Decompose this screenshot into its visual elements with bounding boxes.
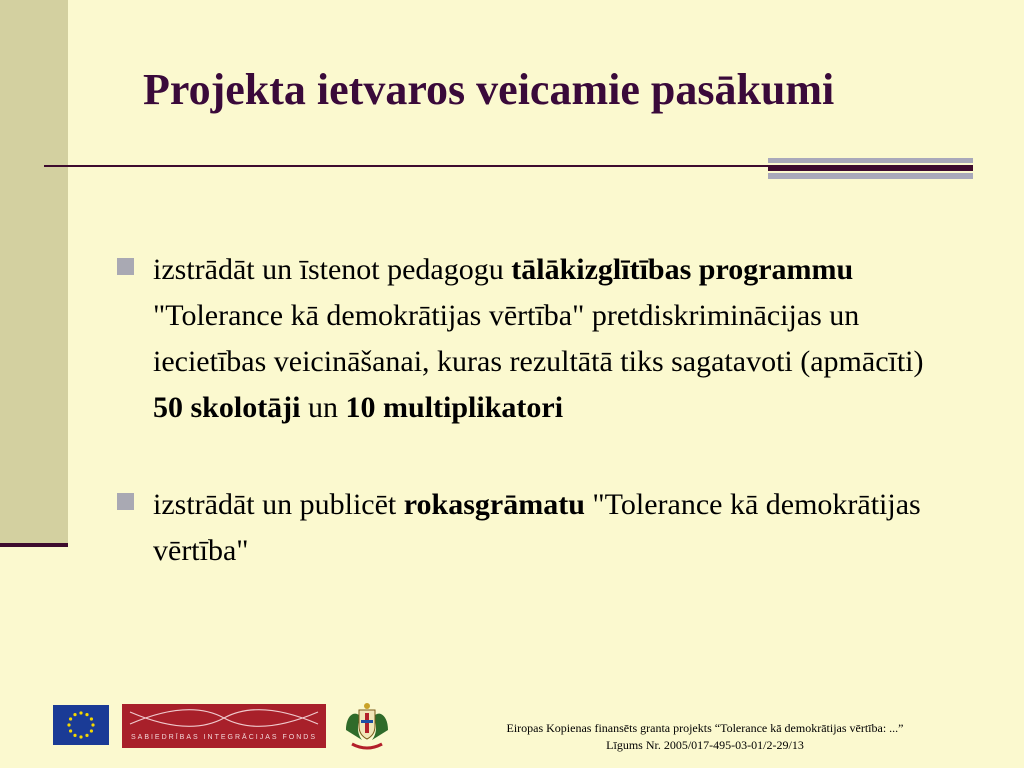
title-divider-accent bbox=[768, 158, 973, 180]
title-divider bbox=[44, 165, 772, 167]
bullet-1-bold-3: 10 multiplikatori bbox=[345, 391, 564, 424]
bullet-1-bold-2: 50 skolotāji bbox=[153, 391, 301, 424]
bullet-item-1 bbox=[113, 247, 933, 431]
sif-logo-text: SABIEDRĪBAS INTEGRĀCIJAS FONDS bbox=[130, 734, 318, 741]
bullet-2-text-1: izstrādāt un publicēt bbox=[153, 488, 404, 521]
left-side-bar bbox=[0, 0, 68, 545]
footer-line-2: Līgums Nr. 2005/017-495-03-01/2-29/13 bbox=[606, 738, 804, 752]
bullet-item-2 bbox=[113, 482, 933, 574]
slide-title: Projekta ietvaros veicamie pasākumi bbox=[143, 65, 835, 114]
eu-flag-icon bbox=[53, 705, 109, 745]
bullet-list bbox=[113, 247, 933, 574]
footer-line-1: Eiropas Kopienas finansēts granta projekts “Tolerance kā demokrātijas vērtība: ...” bbox=[506, 721, 904, 735]
bullet-1-text-1: izstrādāt un īstenot pedagogu bbox=[153, 253, 512, 286]
bullet-square-icon bbox=[117, 258, 134, 275]
bullet-2-bold-1: rokasgrāmatu bbox=[403, 488, 585, 521]
bullet-square-icon bbox=[117, 493, 134, 510]
bullet-1-text-3: un bbox=[300, 391, 346, 424]
coat-of-arms-icon bbox=[340, 700, 394, 754]
footer-note bbox=[440, 720, 970, 754]
bullet-2-text-2: "Tolerance kā demokrātijas vērtība" bbox=[153, 488, 921, 567]
bullet-1-text-2: "Tolerance kā demokrātijas vērtība" pretdiskriminācijas un iecietības veicināšanai, kuras rezultātā tiks sagatavoti (apmācīti) bbox=[153, 299, 924, 378]
left-side-bar-accent-line bbox=[0, 543, 68, 547]
bullet-1-bold-1: tālākizglītības programmu bbox=[511, 253, 854, 286]
sabiedribas-integracijas-fonds-logo bbox=[122, 704, 326, 748]
